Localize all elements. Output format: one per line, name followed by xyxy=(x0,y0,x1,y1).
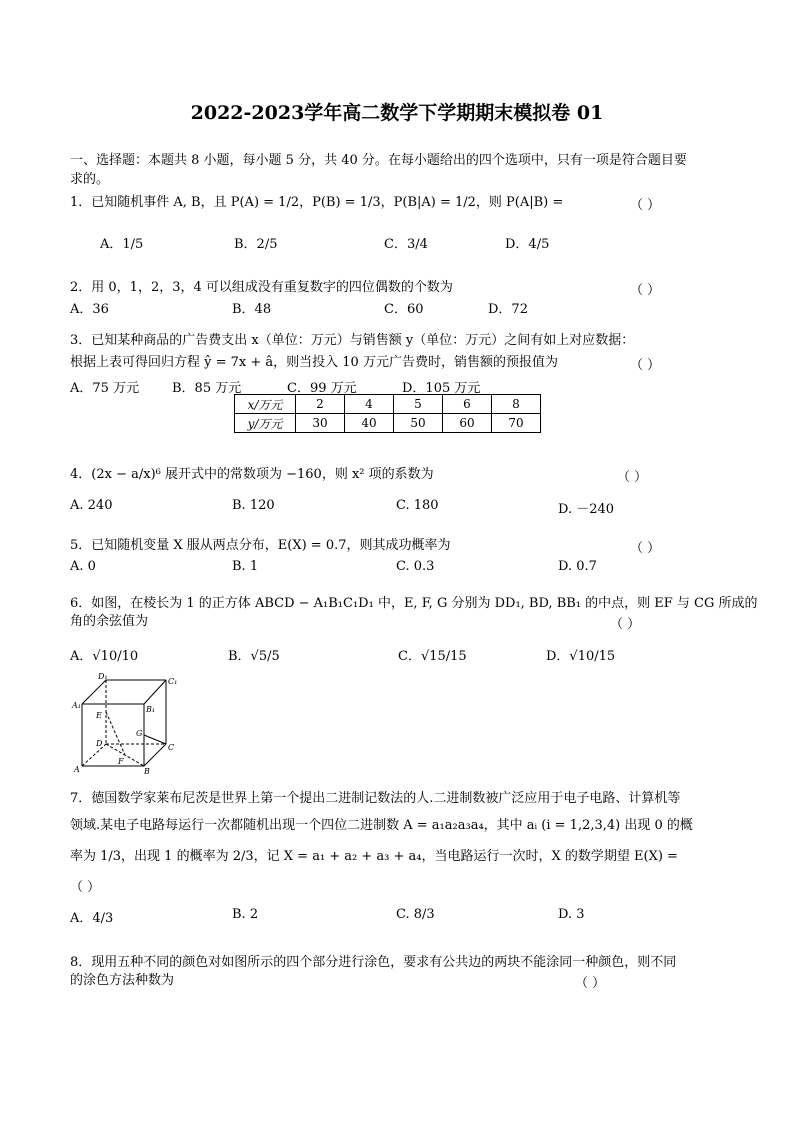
q4-stem: 4．(2x − a/x)⁶ 展开式中的常数项为 −160，则 x² 项的系数为 xyxy=(70,467,434,482)
q6-stem-line1: 6．如图，在棱长为 1 的正方体 ABCD − A₁B₁C₁D₁ 中，E, F, G 分别为 DD₁, BD, BB₁ 的中点，则 EF 与 CG 所成的 xyxy=(70,596,758,611)
q5-option-d: D. 0.7 xyxy=(558,559,597,574)
q6-answer-paren: （ ） xyxy=(610,617,641,632)
section-heading-line1: 一、选择题：本题共 8 小题，每小题 5 分，共 40 分。在每小题给出的四个选项中，只有一项是符合题目要 xyxy=(70,153,687,168)
cube-label: A₁ xyxy=(72,701,81,710)
cube-figure xyxy=(70,672,190,776)
cube-label: G xyxy=(136,729,143,738)
table-cell: x/万元 xyxy=(235,395,296,414)
cube-label: D₁ xyxy=(98,672,108,681)
table-row xyxy=(235,414,541,433)
cube-label: B xyxy=(144,767,150,776)
table-cell: 5 xyxy=(394,395,443,414)
q2-option-b: B．48 xyxy=(232,302,272,317)
q4-answer-paren: （ ） xyxy=(617,470,648,485)
q1-stem: 1．已知随机事件 A, B，且 P(A) = 1/2，P(B) = 1/3，P(B|A) = 1/2，则 P(A|B) = xyxy=(70,195,564,210)
table-cell: 50 xyxy=(394,414,443,433)
q2-option-a: A．36 xyxy=(70,302,109,317)
q3-option-a: A．75 万元 xyxy=(70,381,140,396)
q7-option-b: B. 2 xyxy=(232,907,259,922)
q7-stem-line2: 领域.某电子电路每运行一次都随机出现一个四位二进制数 A = a₁a₂a₃a₄，其中 aᵢ (i = 1,2,3,4) 出现 0 的概 xyxy=(70,818,693,833)
q6-option-a: A．√10/10 xyxy=(70,649,139,664)
q7-stem-line1: 7．德国数学家莱布尼茨是世界上第一个提出二进制记数法的人.二进制数被广泛应用于电子电路、计算机等 xyxy=(70,791,681,806)
q8-stem-line2: 的涂色方法种数为 xyxy=(70,973,175,988)
table-cell: 40 xyxy=(345,414,394,433)
cube-label: C₁ xyxy=(168,677,178,686)
q5-answer-paren: （ ） xyxy=(630,541,661,556)
q2-answer-paren: （ ） xyxy=(630,283,661,298)
q5-option-c: C. 0.3 xyxy=(396,559,435,574)
cube-label: F xyxy=(118,757,124,766)
table-cell: 60 xyxy=(443,414,492,433)
q3-option-d: D．105 万元 xyxy=(402,381,481,396)
q7-answer-paren: （ ） xyxy=(70,880,101,895)
q1-option-b: B．2/5 xyxy=(234,237,278,252)
q8-stem-line1: 8．现用五种不同的颜色对如图所示的四个部分进行涂色，要求有公共边的两块不能涂同一种颜色，则不同 xyxy=(70,955,677,970)
q7-option-a: A．4/3 xyxy=(70,911,114,926)
q3-stem-line1: 3．已知某种商品的广告费支出 x（单位：万元）与销售额 y（单位：万元）之间有如上对应数据： xyxy=(70,333,635,348)
q3-option-c: C．99 万元 xyxy=(287,381,357,396)
cube-label: E xyxy=(96,711,102,720)
q2-option-c: C．60 xyxy=(384,302,424,317)
q5-stem: 5．已知随机变量 X 服从两点分布，E(X) = 0.7，则其成功概率为 xyxy=(70,538,451,553)
q2-stem: 2．用 0，1，2，3，4 可以组成没有重复数字的四位偶数的个数为 xyxy=(70,280,453,295)
table-row xyxy=(235,395,541,414)
table-cell: 6 xyxy=(443,395,492,414)
page-title: 2022-2023学年高二数学下学期期末模拟卷 01 xyxy=(190,102,604,124)
cube-label: C xyxy=(168,743,175,752)
table-cell: 4 xyxy=(345,395,394,414)
q7-stem-line3: 率为 1/3，出现 1 的概率为 2/3，记 X = a₁ + a₂ + a₃ + a₄，当电路运行一次时，X 的数学期望 E(X) = xyxy=(70,849,678,864)
q2-option-d: D．72 xyxy=(488,302,528,317)
cube-label: D xyxy=(96,739,103,748)
q1-option-d: D．4/5 xyxy=(505,237,550,252)
table-cell: 30 xyxy=(296,414,345,433)
table-cell: y/万元 xyxy=(235,414,296,433)
q3-stem-line2: 根据上表可得回归方程 ŷ = 7x + â，则当投入 10 万元广告费时，销售额的预报值为 xyxy=(70,355,558,370)
q7-option-c: C. 8/3 xyxy=(396,907,435,922)
cube-label: B₁ xyxy=(146,705,156,714)
q8-answer-paren: （ ） xyxy=(575,976,606,991)
cube-label: A xyxy=(74,765,80,774)
q1-option-a: A．1/5 xyxy=(100,237,144,252)
q4-option-d: D. －240 xyxy=(558,502,615,517)
section-heading-line2: 求的。 xyxy=(70,172,110,187)
q4-option-b: B. 120 xyxy=(232,498,275,513)
q1-answer-paren: （ ） xyxy=(630,198,661,213)
q4-option-a: A. 240 xyxy=(70,498,113,513)
q3-data-table xyxy=(234,394,541,433)
q5-option-b: B. 1 xyxy=(232,559,259,574)
q5-option-a: A. 0 xyxy=(70,559,96,574)
q3-answer-paren: （ ） xyxy=(630,358,661,373)
q6-option-d: D．√10/15 xyxy=(546,649,616,664)
q6-option-b: B．√5/5 xyxy=(228,649,280,664)
q6-option-c: C．√15/15 xyxy=(398,649,467,664)
table-cell: 70 xyxy=(492,414,541,433)
q6-stem-line2: 角的余弦值为 xyxy=(70,614,149,629)
q1-option-c: C．3/4 xyxy=(384,237,428,252)
q4-option-c: C. 180 xyxy=(396,498,439,513)
q7-option-d: D. 3 xyxy=(558,907,585,922)
q3-option-b: B．85 万元 xyxy=(172,381,242,396)
table-cell: 2 xyxy=(296,395,345,414)
table-cell: 8 xyxy=(492,395,541,414)
